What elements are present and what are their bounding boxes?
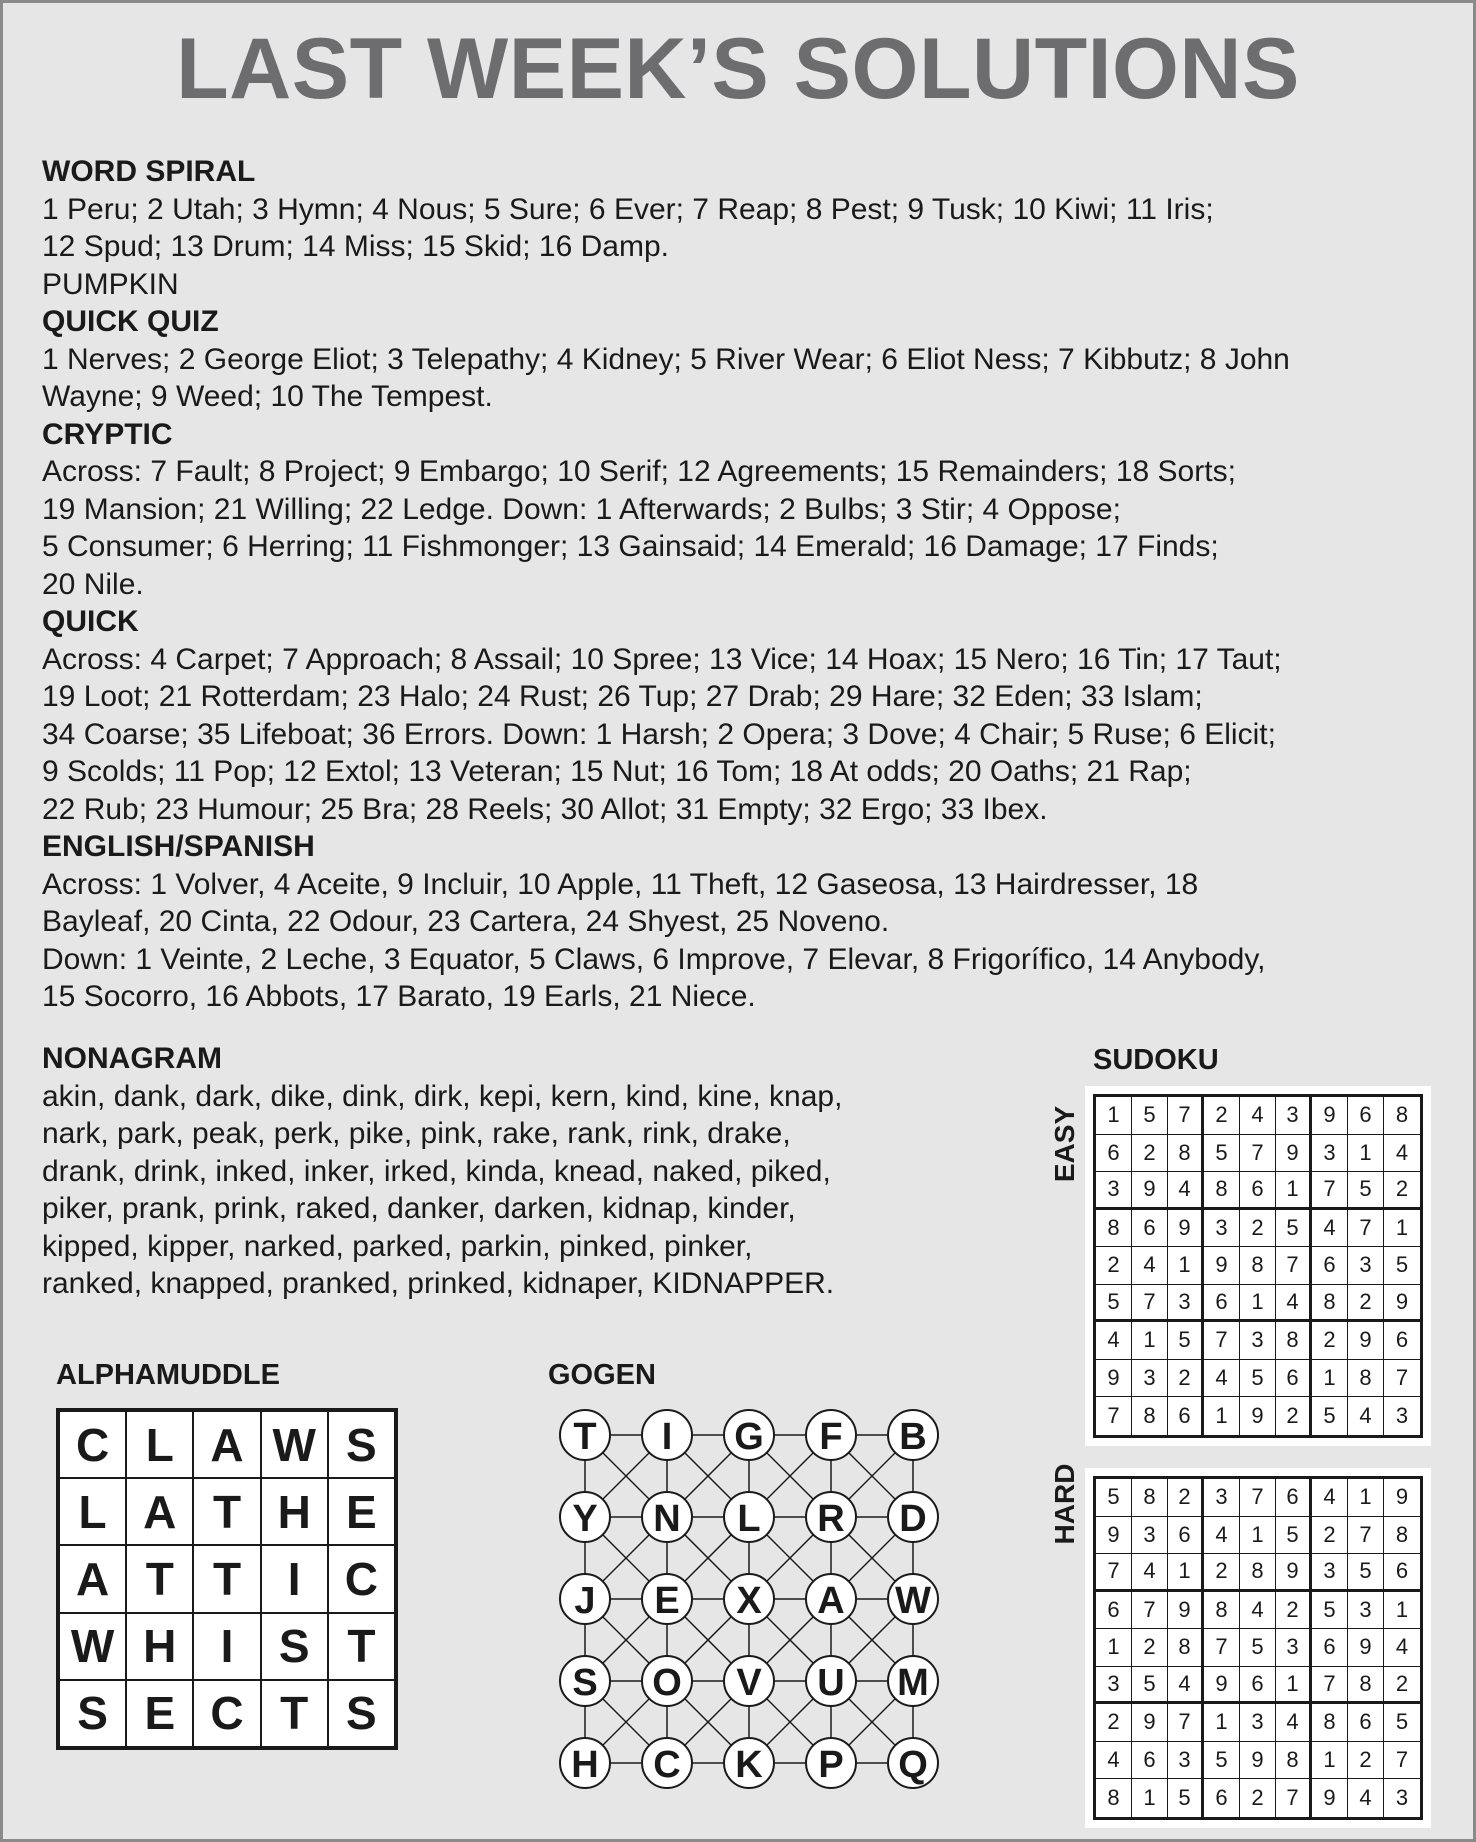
section-line: 1 Peru; 2 Utah; 3 Hymn; 4 Nous; 5 Sure; 6 Ever; 7 Reap; 8 Pest; 9 Tusk; 10 Kiwi; 11 Iris; xyxy=(42,192,1214,226)
easy-sudoku-cell: 3 xyxy=(1132,1360,1168,1398)
hard-sudoku-cell: 6 xyxy=(1240,1667,1276,1705)
gogen-letter: F xyxy=(819,1416,843,1458)
gogen-letter: T xyxy=(573,1416,597,1458)
easy-sudoku-cell: 4 xyxy=(1132,1247,1168,1285)
easy-sudoku-cell: 8 xyxy=(1168,1135,1204,1173)
nonagram-line: nark, park, peak, perk, pike, pink, rake, rank, rink, drake, xyxy=(42,1117,791,1150)
hard-sudoku-cell: 7 xyxy=(1276,1779,1312,1817)
easy-sudoku-cell: 2 xyxy=(1096,1247,1132,1285)
hard-sudoku-cell: 9 xyxy=(1276,1554,1312,1592)
alphamuddle-title: ALPHAMUDDLE xyxy=(56,1359,280,1391)
gogen-letter: P xyxy=(818,1744,844,1786)
solutions-text xyxy=(42,153,1442,1016)
nonagram-line: akin, dank, dark, dike, dink, dirk, kepi, kern, kind, kine, knap, xyxy=(42,1079,843,1113)
easy-sudoku-cell: 4 xyxy=(1204,1360,1240,1398)
gogen-title: GOGEN xyxy=(548,1359,656,1391)
hard-sudoku-cell: 6 xyxy=(1168,1517,1204,1555)
hard-sudoku-cell: 3 xyxy=(1348,1592,1384,1630)
easy-sudoku-cell: 5 xyxy=(1384,1247,1420,1285)
easy-sudoku-cell: 8 xyxy=(1096,1210,1132,1248)
hard-sudoku-cell: 6 xyxy=(1096,1592,1132,1630)
hard-sudoku-cell: 5 xyxy=(1312,1592,1348,1630)
gogen-grid xyxy=(548,1398,968,1818)
gogen-letter: U xyxy=(817,1662,845,1704)
gogen-letter: N xyxy=(653,1498,681,1540)
hard-sudoku-cell: 1 xyxy=(1348,1479,1384,1517)
hard-sudoku-cell: 4 xyxy=(1132,1554,1168,1592)
hard-sudoku-cell: 6 xyxy=(1384,1554,1420,1592)
hard-sudoku-cell: 3 xyxy=(1312,1554,1348,1592)
alphamuddle-cell: A xyxy=(193,1411,260,1478)
gogen-letter: Q xyxy=(898,1744,928,1786)
hard-sudoku-cell: 5 xyxy=(1168,1779,1204,1817)
section-line: 12 Spud; 13 Drum; 14 Miss; 15 Skid; 16 Damp. xyxy=(42,230,669,263)
section-title: ENGLISH/SPANISH xyxy=(42,830,315,863)
section-line: Wayne; 9 Weed; 10 The Tempest. xyxy=(42,380,493,413)
gogen-letter: D xyxy=(899,1498,927,1540)
gogen-letter: Y xyxy=(572,1498,598,1540)
hard-sudoku-cell: 8 xyxy=(1276,1742,1312,1780)
easy-sudoku-cell: 1 xyxy=(1348,1135,1384,1173)
hard-sudoku-panel xyxy=(1085,1468,1431,1828)
easy-sudoku-cell: 8 xyxy=(1204,1172,1240,1210)
easy-sudoku-cell: 8 xyxy=(1312,1285,1348,1323)
easy-sudoku-cell: 9 xyxy=(1240,1397,1276,1435)
hard-sudoku-cell: 1 xyxy=(1384,1592,1420,1630)
easy-sudoku-grid xyxy=(1093,1094,1423,1438)
easy-sudoku-cell: 4 xyxy=(1096,1322,1132,1360)
hard-sudoku-cell: 9 xyxy=(1132,1704,1168,1742)
hard-sudoku-cell: 4 xyxy=(1096,1742,1132,1780)
hard-sudoku-cell: 7 xyxy=(1204,1629,1240,1667)
easy-sudoku-cell: 4 xyxy=(1312,1210,1348,1248)
easy-sudoku-cell: 6 xyxy=(1168,1397,1204,1435)
section-line: 19 Loot; 21 Rotterdam; 23 Halo; 24 Rust; 26 Tup; 27 Drab; 29 Hare; 32 Eden; 33 Islam; xyxy=(42,680,1203,713)
hard-sudoku-cell: 2 xyxy=(1384,1667,1420,1705)
alphamuddle-cell: T xyxy=(261,1680,328,1747)
easy-sudoku-cell: 1 xyxy=(1312,1360,1348,1398)
hard-sudoku-cell: 5 xyxy=(1204,1742,1240,1780)
gogen-letter: I xyxy=(661,1416,673,1458)
alphamuddle-cell: I xyxy=(193,1613,260,1680)
gogen-letter: J xyxy=(574,1580,596,1622)
gogen-letter: C xyxy=(653,1744,681,1786)
easy-sudoku-cell: 5 xyxy=(1312,1397,1348,1435)
hard-sudoku-cell: 7 xyxy=(1348,1517,1384,1555)
hard-sudoku-cell: 1 xyxy=(1312,1742,1348,1780)
hard-sudoku-cell: 5 xyxy=(1348,1554,1384,1592)
nonagram-line: piker, prank, prink, raked, danker, darken, kidnap, kinder, xyxy=(42,1192,796,1225)
section-line: PUMPKIN xyxy=(42,267,179,301)
hard-sudoku-cell: 9 xyxy=(1348,1629,1384,1667)
hard-sudoku-cell: 3 xyxy=(1204,1479,1240,1517)
section-line: 1 Nerves; 2 George Eliot; 3 Telepathy; 4 Kidney; 5 River Wear; 6 Eliot Ness; 7 Kibbutz; 8 John xyxy=(42,342,1290,376)
section-line: 22 Rub; 23 Humour; 25 Bra; 28 Reels; 30 Allot; 31 Empty; 32 Ergo; 33 Ibex. xyxy=(42,792,1048,826)
easy-sudoku-cell: 1 xyxy=(1276,1172,1312,1210)
hard-sudoku-cell: 8 xyxy=(1348,1667,1384,1705)
easy-sudoku-cell: 7 xyxy=(1276,1247,1312,1285)
section-line: Across: 7 Fault; 8 Project; 9 Embargo; 10 Serif; 12 Agreements; 15 Remainders; 18 Sorts; xyxy=(42,455,1236,488)
easy-sudoku-cell: 2 xyxy=(1168,1360,1204,1398)
easy-sudoku-cell: 6 xyxy=(1312,1247,1348,1285)
gogen-letter: X xyxy=(736,1580,762,1622)
easy-sudoku-cell: 6 xyxy=(1384,1322,1420,1360)
hard-sudoku-cell: 3 xyxy=(1096,1667,1132,1705)
section-line: 9 Scolds; 11 Pop; 12 Extol; 13 Veteran; 15 Nut; 16 Tom; 18 At odds; 20 Oaths; 21 Rap; xyxy=(42,755,1192,788)
easy-sudoku-cell: 6 xyxy=(1240,1172,1276,1210)
hard-sudoku-cell: 8 xyxy=(1168,1629,1204,1667)
hard-sudoku-cell: 2 xyxy=(1168,1479,1204,1517)
easy-sudoku-cell: 7 xyxy=(1168,1097,1204,1135)
alphamuddle-cell: C xyxy=(328,1545,395,1612)
easy-label: EASY xyxy=(1049,1105,1080,1183)
alphamuddle-cell: L xyxy=(59,1478,126,1545)
nonagram-line: ranked, knapped, pranked, prinked, kidnaper, KIDNAPPER. xyxy=(42,1267,835,1300)
section-title: CRYPTIC xyxy=(42,417,173,451)
easy-sudoku-cell: 3 xyxy=(1168,1285,1204,1323)
easy-sudoku-cell: 5 xyxy=(1168,1322,1204,1360)
easy-sudoku-cell: 9 xyxy=(1312,1097,1348,1135)
easy-sudoku-cell: 1 xyxy=(1240,1285,1276,1323)
section-line: Across: 4 Carpet; 7 Approach; 8 Assail; 10 Spree; 13 Vice; 14 Hoax; 15 Nero; 16 Tin; 17 Taut; xyxy=(42,642,1282,676)
easy-sudoku-cell: 5 xyxy=(1096,1285,1132,1323)
section-line: 15 Socorro, 16 Abbots, 17 Barato, 19 Earls, 21 Niece. xyxy=(42,980,756,1013)
section-line: Bayleaf, 20 Cinta, 22 Odour, 23 Cartera, 24 Shyest, 25 Noveno. xyxy=(42,905,890,938)
hard-sudoku-cell: 2 xyxy=(1240,1779,1276,1817)
hard-sudoku-cell: 5 xyxy=(1096,1479,1132,1517)
easy-sudoku-cell: 2 xyxy=(1384,1172,1420,1210)
easy-sudoku-cell: 4 xyxy=(1276,1285,1312,1323)
easy-sudoku-cell: 1 xyxy=(1168,1247,1204,1285)
easy-sudoku-cell: 9 xyxy=(1384,1285,1420,1323)
hard-sudoku-cell: 7 xyxy=(1096,1554,1132,1592)
hard-sudoku-cell: 9 xyxy=(1312,1779,1348,1817)
nonagram-line: kipped, kipper, narked, parked, parkin, pinked, pinker, xyxy=(42,1229,753,1263)
hard-sudoku-cell: 7 xyxy=(1384,1742,1420,1780)
easy-sudoku-cell: 9 xyxy=(1348,1322,1384,1360)
easy-sudoku-cell: 4 xyxy=(1240,1097,1276,1135)
gogen-letter: S xyxy=(572,1662,598,1704)
gogen-letter: L xyxy=(737,1498,761,1540)
alphamuddle-cell: E xyxy=(126,1680,193,1747)
hard-sudoku-cell: 3 xyxy=(1132,1517,1168,1555)
easy-sudoku-cell: 7 xyxy=(1096,1397,1132,1435)
gogen-letter: O xyxy=(652,1662,682,1704)
gogen-letter: G xyxy=(734,1416,764,1458)
alphamuddle-cell: S xyxy=(328,1680,395,1747)
easy-sudoku-cell: 5 xyxy=(1132,1097,1168,1135)
section-title: QUICK QUIZ xyxy=(42,305,219,338)
hard-sudoku-cell: 6 xyxy=(1132,1742,1168,1780)
nonagram-title: NONAGRAM xyxy=(42,1042,222,1075)
alphamuddle-cell: T xyxy=(126,1545,193,1612)
alphamuddle-cell: S xyxy=(59,1680,126,1747)
easy-sudoku-cell: 4 xyxy=(1348,1397,1384,1435)
hard-sudoku-cell: 9 xyxy=(1168,1592,1204,1630)
easy-sudoku-cell: 7 xyxy=(1348,1210,1384,1248)
hard-sudoku-cell: 2 xyxy=(1348,1742,1384,1780)
alphamuddle-cell: S xyxy=(261,1613,328,1680)
easy-sudoku-cell: 8 xyxy=(1132,1397,1168,1435)
hard-sudoku-cell: 4 xyxy=(1168,1667,1204,1705)
easy-sudoku-cell: 3 xyxy=(1348,1247,1384,1285)
easy-sudoku-cell: 6 xyxy=(1204,1285,1240,1323)
gogen-letter: A xyxy=(817,1580,845,1622)
easy-sudoku-cell: 6 xyxy=(1348,1097,1384,1135)
easy-sudoku-cell: 2 xyxy=(1240,1210,1276,1248)
easy-sudoku-cell: 1 xyxy=(1204,1397,1240,1435)
alphamuddle-cell: C xyxy=(59,1411,126,1478)
hard-sudoku-cell: 6 xyxy=(1276,1479,1312,1517)
alphamuddle-cell: A xyxy=(59,1545,126,1612)
hard-sudoku-cell: 2 xyxy=(1312,1517,1348,1555)
section-line: 5 Consumer; 6 Herring; 11 Fishmonger; 13 Gainsaid; 14 Emerald; 16 Damage; 17 Finds; xyxy=(42,530,1219,563)
easy-sudoku-cell: 3 xyxy=(1312,1135,1348,1173)
easy-sudoku-cell: 3 xyxy=(1276,1097,1312,1135)
hard-sudoku-cell: 9 xyxy=(1096,1517,1132,1555)
alphamuddle-cell: H xyxy=(261,1478,328,1545)
hard-sudoku-cell: 5 xyxy=(1384,1704,1420,1742)
hard-sudoku-cell: 2 xyxy=(1204,1554,1240,1592)
section-title: WORD SPIRAL xyxy=(42,155,256,188)
easy-sudoku-cell: 6 xyxy=(1132,1210,1168,1248)
hard-sudoku-cell: 1 xyxy=(1132,1779,1168,1817)
easy-sudoku-cell: 1 xyxy=(1132,1322,1168,1360)
hard-sudoku-cell: 6 xyxy=(1348,1704,1384,1742)
hard-sudoku-cell: 2 xyxy=(1132,1629,1168,1667)
hard-sudoku-cell: 8 xyxy=(1096,1779,1132,1817)
hard-sudoku-grid xyxy=(1093,1476,1423,1820)
section-line: Down: 1 Veinte, 2 Leche, 3 Equator, 5 Claws, 6 Improve, 7 Elevar, 8 Frigorífico, 14 Anybody, xyxy=(42,942,1266,976)
easy-sudoku-cell: 1 xyxy=(1384,1210,1420,1248)
easy-sudoku-cell: 5 xyxy=(1348,1172,1384,1210)
hard-sudoku-cell: 4 xyxy=(1240,1592,1276,1630)
hard-sudoku-cell: 9 xyxy=(1240,1742,1276,1780)
gogen-letter: H xyxy=(571,1744,599,1786)
hard-sudoku-cell: 5 xyxy=(1240,1629,1276,1667)
section-line: 19 Mansion; 21 Willing; 22 Ledge. Down: 1 Afterwards; 2 Bulbs; 3 Stir; 4 Oppose; xyxy=(42,492,1121,526)
gogen-letter: E xyxy=(654,1580,680,1622)
alphamuddle-grid xyxy=(56,1408,398,1750)
easy-sudoku-cell: 9 xyxy=(1096,1360,1132,1398)
easy-sudoku-cell: 2 xyxy=(1312,1322,1348,1360)
easy-sudoku-cell: 5 xyxy=(1276,1210,1312,1248)
hard-sudoku-cell: 1 xyxy=(1240,1517,1276,1555)
hard-sudoku-cell: 4 xyxy=(1204,1517,1240,1555)
easy-sudoku-cell: 3 xyxy=(1204,1210,1240,1248)
easy-sudoku-cell: 4 xyxy=(1168,1172,1204,1210)
easy-sudoku-cell: 7 xyxy=(1132,1285,1168,1323)
easy-sudoku-cell: 7 xyxy=(1384,1360,1420,1398)
gogen-letter: K xyxy=(735,1744,763,1786)
easy-sudoku-cell: 9 xyxy=(1276,1135,1312,1173)
alphamuddle-cell: C xyxy=(193,1680,260,1747)
hard-sudoku-cell: 3 xyxy=(1276,1629,1312,1667)
gogen-letter: B xyxy=(899,1416,927,1458)
easy-sudoku-cell: 2 xyxy=(1348,1285,1384,1323)
section-line: Across: 1 Volver, 4 Aceite, 9 Incluir, 10 Apple, 11 Theft, 12 Gaseosa, 13 Hairdresser, 18 xyxy=(42,867,1199,901)
hard-sudoku-cell: 8 xyxy=(1204,1592,1240,1630)
hard-sudoku-cell: 7 xyxy=(1168,1704,1204,1742)
easy-sudoku-cell: 2 xyxy=(1276,1397,1312,1435)
alphamuddle-cell: L xyxy=(126,1411,193,1478)
hard-sudoku-cell: 8 xyxy=(1240,1554,1276,1592)
alphamuddle-cell: T xyxy=(328,1613,395,1680)
hard-sudoku-cell: 7 xyxy=(1240,1479,1276,1517)
alphamuddle-cell: T xyxy=(193,1478,260,1545)
section-line: 20 Nile. xyxy=(42,567,144,601)
alphamuddle-cell: A xyxy=(126,1478,193,1545)
alphamuddle-cell: W xyxy=(59,1613,126,1680)
hard-sudoku-cell: 3 xyxy=(1395,1784,1409,1810)
alphamuddle-cell: S xyxy=(328,1411,395,1478)
easy-sudoku-cell: 3 xyxy=(1395,1402,1409,1428)
easy-sudoku-cell: 5 xyxy=(1204,1135,1240,1173)
hard-sudoku-cell: 4 xyxy=(1348,1779,1384,1817)
hard-sudoku-cell: 6 xyxy=(1204,1779,1240,1817)
hard-sudoku-cell: 6 xyxy=(1312,1629,1348,1667)
easy-sudoku-cell: 6 xyxy=(1096,1135,1132,1173)
alphamuddle-cell: T xyxy=(193,1545,260,1612)
hard-sudoku-cell: 4 xyxy=(1312,1479,1348,1517)
easy-sudoku-cell: 7 xyxy=(1240,1135,1276,1173)
hard-sudoku-cell: 2 xyxy=(1096,1704,1132,1742)
easy-sudoku-cell: 8 xyxy=(1348,1360,1384,1398)
hard-sudoku-cell: 8 xyxy=(1384,1517,1420,1555)
easy-sudoku-cell: 9 xyxy=(1204,1247,1240,1285)
hard-sudoku-cell: 4 xyxy=(1276,1704,1312,1742)
easy-sudoku-cell: 8 xyxy=(1384,1097,1420,1135)
easy-sudoku-cell: 7 xyxy=(1312,1172,1348,1210)
gogen-letter: V xyxy=(736,1662,762,1704)
hard-sudoku-cell: 3 xyxy=(1168,1742,1204,1780)
section-line: 34 Coarse; 35 Lifeboat; 36 Errors. Down: 1 Harsh; 2 Opera; 3 Dove; 4 Chair; 5 Ruse; 6 Elicit; xyxy=(42,717,1276,751)
easy-sudoku-cell: 2 xyxy=(1204,1097,1240,1135)
gogen-letter: W xyxy=(895,1580,931,1622)
hard-sudoku-cell: 5 xyxy=(1132,1667,1168,1705)
alphamuddle-cell: H xyxy=(126,1613,193,1680)
sudoku-title: SUDOKU xyxy=(1093,1044,1219,1076)
gogen-letter: M xyxy=(897,1662,929,1704)
nonagram-line: drank, drink, inked, inker, irked, kinda, knead, naked, piked, xyxy=(42,1154,831,1188)
hard-sudoku-cell: 7 xyxy=(1312,1667,1348,1705)
hard-sudoku-cell: 1 xyxy=(1204,1704,1240,1742)
easy-sudoku-cell: 2 xyxy=(1132,1135,1168,1173)
easy-sudoku-cell: 1 xyxy=(1096,1097,1132,1135)
hard-sudoku-cell: 8 xyxy=(1312,1704,1348,1742)
hard-sudoku-cell: 2 xyxy=(1276,1592,1312,1630)
hard-sudoku-cell: 3 xyxy=(1240,1704,1276,1742)
nonagram-section xyxy=(42,1040,1002,1303)
gogen-letter: R xyxy=(817,1498,845,1540)
hard-sudoku-cell: 9 xyxy=(1204,1667,1240,1705)
hard-sudoku-cell: 4 xyxy=(1384,1629,1420,1667)
hard-sudoku-cell: 7 xyxy=(1132,1592,1168,1630)
section-title: QUICK xyxy=(42,605,139,638)
easy-sudoku-cell: 8 xyxy=(1240,1247,1276,1285)
hard-sudoku-cell: 1 xyxy=(1276,1667,1312,1705)
hard-sudoku-cell: 8 xyxy=(1132,1479,1168,1517)
page-title: LAST WEEK’S SOLUTIONS xyxy=(176,21,1300,117)
easy-sudoku-cell: 9 xyxy=(1132,1172,1168,1210)
hard-sudoku-cell: 1 xyxy=(1168,1554,1204,1592)
hard-label: HARD xyxy=(1049,1463,1080,1545)
easy-sudoku-cell: 7 xyxy=(1204,1322,1240,1360)
hard-sudoku-cell: 1 xyxy=(1096,1629,1132,1667)
easy-sudoku-cell: 4 xyxy=(1384,1135,1420,1173)
easy-sudoku-cell: 9 xyxy=(1168,1210,1204,1248)
hard-sudoku-cell: 9 xyxy=(1384,1479,1420,1517)
easy-sudoku-cell: 8 xyxy=(1276,1322,1312,1360)
easy-sudoku-cell: 3 xyxy=(1096,1172,1132,1210)
easy-sudoku-cell: 3 xyxy=(1240,1322,1276,1360)
easy-sudoku-cell: 6 xyxy=(1276,1360,1312,1398)
alphamuddle-cell: E xyxy=(328,1478,395,1545)
easy-sudoku-cell: 5 xyxy=(1240,1360,1276,1398)
alphamuddle-cell: W xyxy=(261,1411,328,1478)
hard-sudoku-cell: 5 xyxy=(1276,1517,1312,1555)
easy-sudoku-panel xyxy=(1085,1086,1431,1446)
alphamuddle-cell: I xyxy=(261,1545,328,1612)
